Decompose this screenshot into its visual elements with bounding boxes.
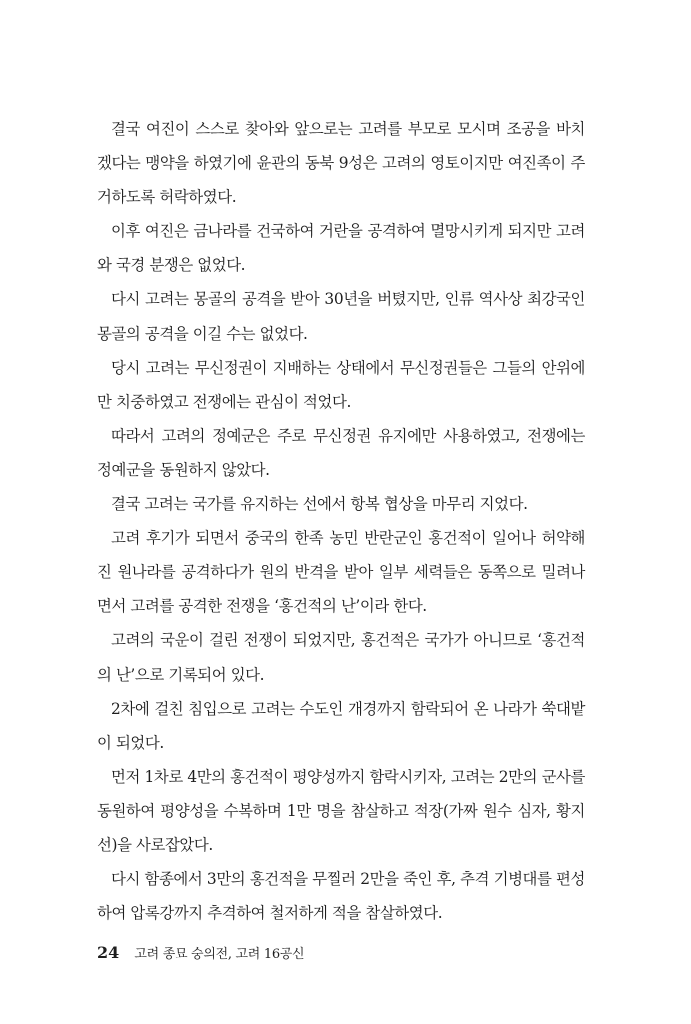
body-text (97, 112, 585, 930)
paragraph-4: 당시 고려는 무신정권이 지배하는 상태에서 무신정권들은 그들의 안위에만 치중하였고 전쟁에는 관심이 적었다. (97, 358, 585, 411)
paragraph-5: 따라서 고려의 정예군은 주로 무신정권 유지에만 사용하였고, 전쟁에는 정예군을 동원하지 않았다. (97, 426, 585, 479)
page-number: 24 (97, 943, 120, 962)
paragraph-1: 결국 여진이 스스로 찾아와 앞으로는 고려를 부모로 모시며 조공을 바치겠다는 맹약을 하였기에 윤관의 동북 9성은 고려의 영토이지만 여진족이 주거하도록 허락하였다. (97, 120, 585, 207)
paragraph-3: 다시 고려는 몽골의 공격을 받아 30년을 버텼지만, 인류 역사상 최강국인 몽골의 공격을 이길 수는 없었다. (97, 290, 585, 343)
running-title: 고려 종묘 숭의전, 고려 16공신 (134, 947, 305, 962)
paragraph-8: 고려의 국운이 걸린 전쟁이 되었지만, 홍건적은 국가가 아니므로 ‘홍건적의 난’으로 기록되어 있다. (97, 631, 585, 684)
paragraph-11: 다시 함종에서 3만의 홍건적을 무찔러 2만을 죽인 후, 추격 기병대를 편성하여 압록강까지 추격하여 철저하게 적을 참살하였다. (97, 870, 585, 923)
paragraph-10: 먼저 1차로 4만의 홍건적이 평양성까지 함락시키자, 고려는 2만의 군사를 동원하여 평양성을 수복하며 1만 명을 참살하고 적장(가짜 원수 심자, 황지선)을 사로잡았다. (97, 767, 585, 854)
paragraph-9: 2차에 걸친 침입으로 고려는 수도인 개경까지 함락되어 온 나라가 쑥대밭이 되었다. (97, 699, 585, 752)
page-footer (97, 943, 304, 962)
paragraph-2: 이후 여진은 금나라를 건국하여 거란을 공격하여 멸망시키게 되지만 고려와 국경 분쟁은 없었다. (97, 222, 585, 275)
paragraph-7: 고려 후기가 되면서 중국의 한족 농민 반란군인 홍건적이 일어나 허약해진 원나라를 공격하다가 원의 반격을 받아 일부 세력들은 동쪽으로 밀려나면서 고려를 공격한 전쟁을 ‘홍건적의 난’이라 한다. (97, 529, 585, 616)
paragraph-6: 결국 고려는 국가를 유지하는 선에서 항복 협상을 마무리 지었다. (111, 495, 528, 514)
